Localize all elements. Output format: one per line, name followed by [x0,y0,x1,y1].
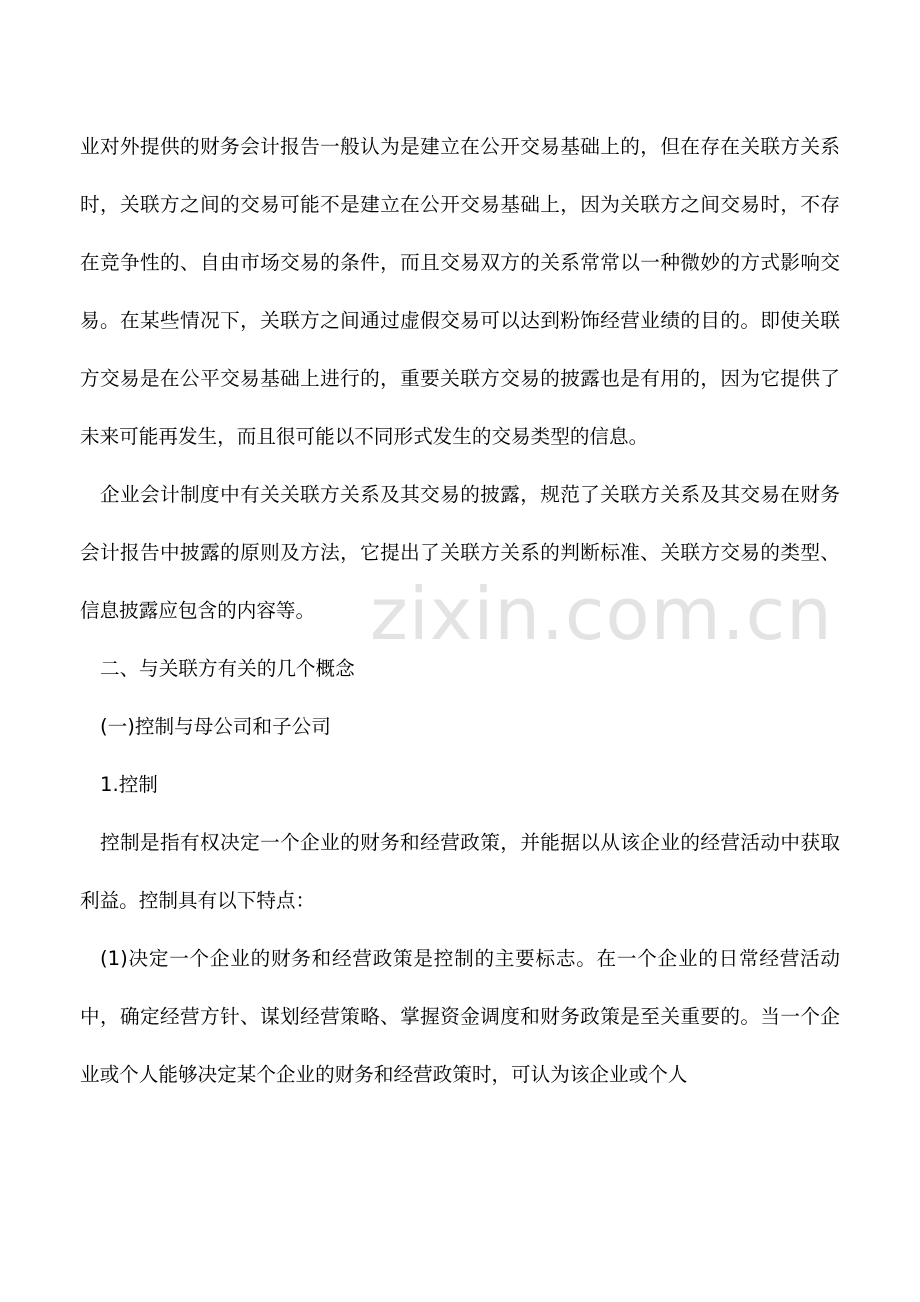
paragraph-control-definition: 控制是指有权决定一个企业的财务和经营政策，并能据以从该企业的经营活动中获取利益。控制具有以下特点： [80,831,840,912]
subsection-heading-control: (一)控制与母公司和子公司 [100,715,331,738]
paragraph-related-party-reporting: 业对外提供的财务会计报告一般认为是建立在公开交易基础上的，但在存在关联方关系时，关联方之间的交易可能不是建立在公开交易基础上，因为关联方之间交易时，不存在竞争性的、自由市场交易的条件，而且交易双方的关系常常以一种微妙的方式影响交易。在某些情况下，关联方之间通过虚假交易可以达到粉饰经营业绩的目的。即使关联方交易是在公平交易基础上进行的，重要关联方交易的披露也是有用的，因为它提供了未来可能再发生，而且很可能以不同形式发生的交易类型的信息。 [80,135,840,448]
item-heading-control: 1.控制 [100,773,158,796]
watermark: zixin.com.cn [370,572,833,656]
section-heading-concepts: 二、与关联方有关的几个概念 [100,657,355,680]
paragraph-disclosure-rules: 企业会计制度中有关关联方关系及其交易的披露，规范了关联方关系及其交易在财务会计报告中披露的原则及方法，它提出了关联方关系的判断标准、关联方交易的类型、信息披露应包含的内容等。 [80,483,840,622]
paragraph-control-feature-1: (1)决定一个企业的财务和经营政策是控制的主要标志。在一个企业的日常经营活动中，确定经营方针、谋划经营策略、掌握资金调度和财务政策是至关重要的。当一个企业或个人能够决定某个企业的财务和经营政策时，可认为该企业或个人 [80,947,840,1086]
document-body [80,118,840,1104]
